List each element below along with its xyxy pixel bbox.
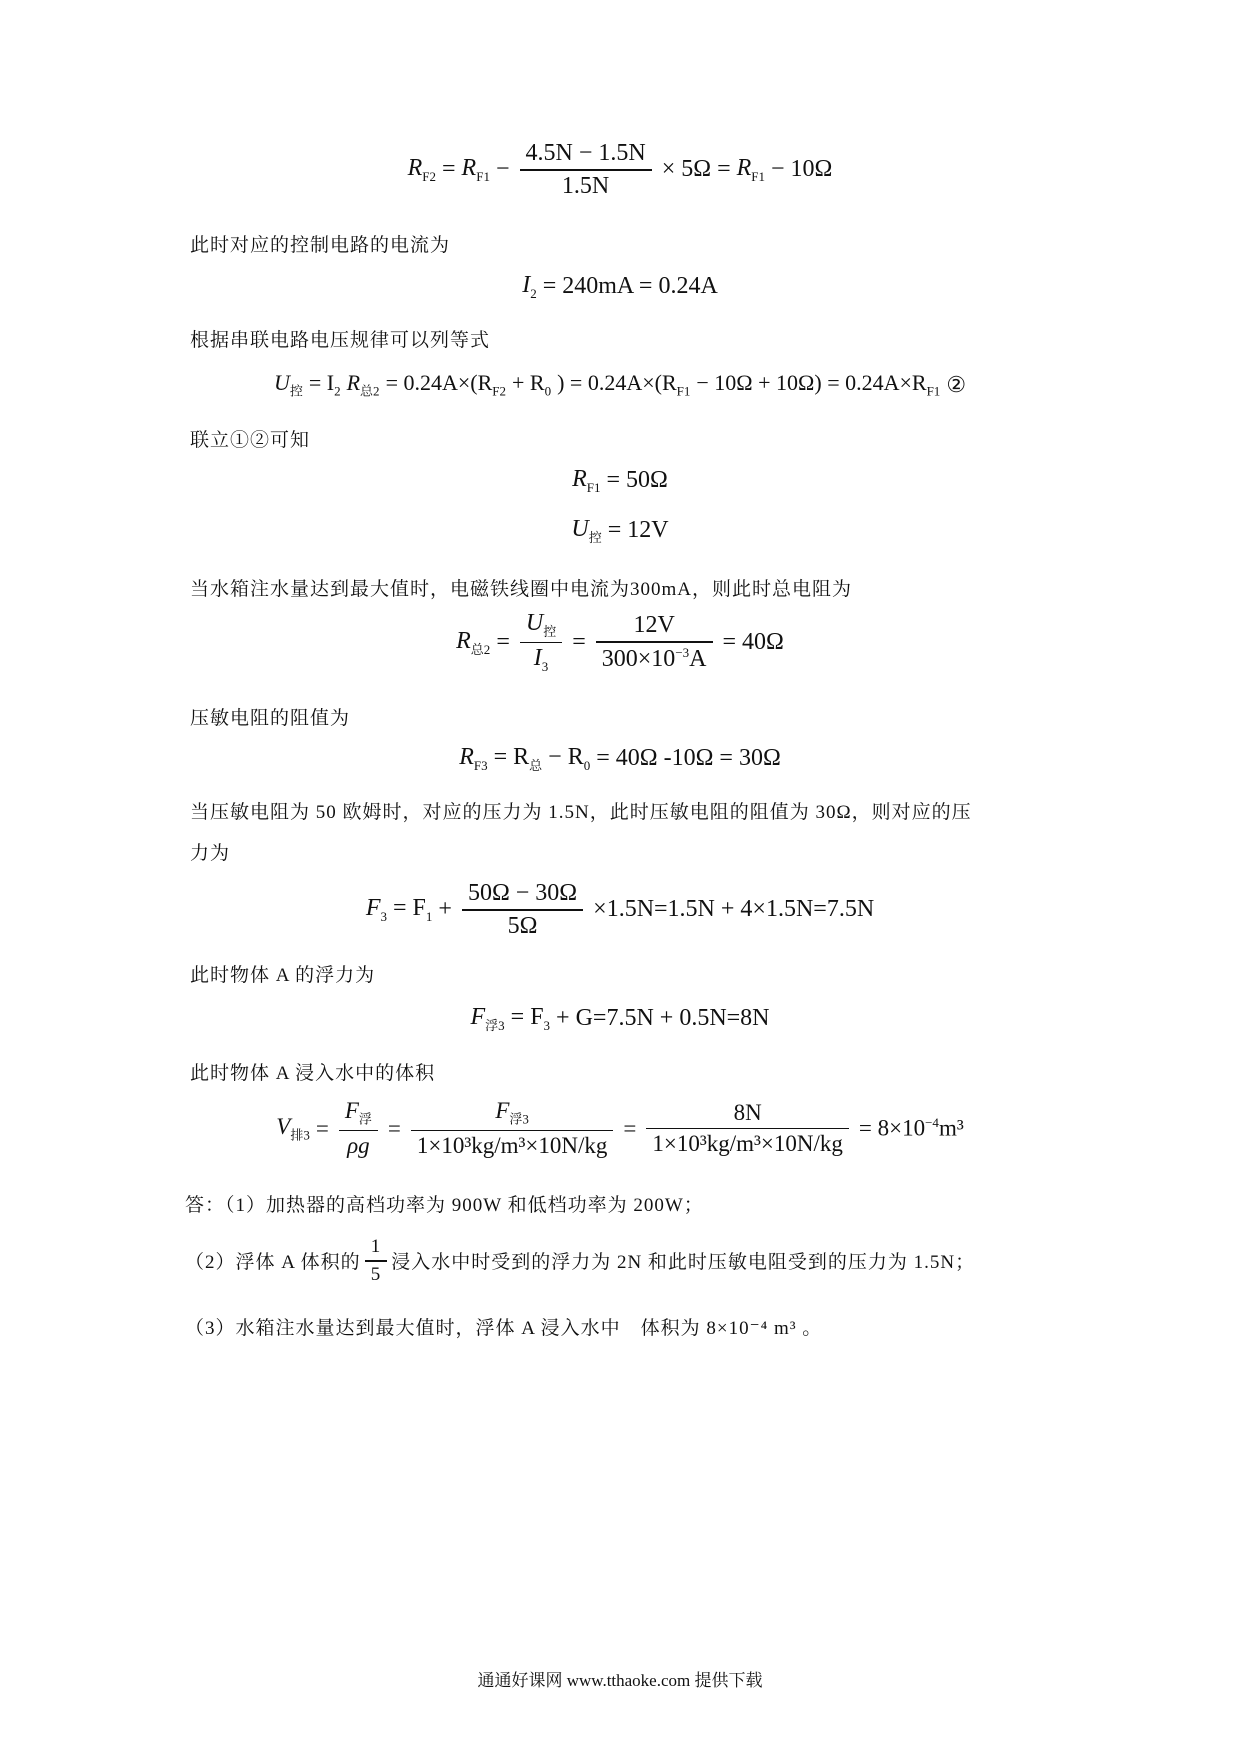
page-footer: 通通好课网 www.tthaoke.com 提供下载: [477, 1671, 763, 1690]
equation-vpai: $V_{排3}$ = $\frac{F_浮}{\rho g}$ = $\frac{F_{浮3}}{\text{1×10³kg/m³×10N/kg}}$ = $\frac{8N}{\text{1×10³kg/m³×10N/kg}}$ = $8\times 10^{-4}m^3$: [276, 1098, 964, 1159]
text-line: 根据串联电路电压规律可以列等式: [190, 330, 491, 351]
text-line: 当水箱注水量达到最大值时，电磁铁线圈中电流为300mA，则此时总电阻为: [190, 579, 853, 600]
equation-u-ctrl: $U_控$ = $I_2$ $R_{总2}$ = $0.24A\times(R_{F2}$ + $R_0$ ) = $0.24A\times(R_{F1}$ − $10\Omega + 10\Omega) = 0.24A\times R_{F1}$ ②: [273, 370, 967, 399]
equation-rf3: $R_{F3}$ = $R_总$ − $R_0$ = 40Ω -10Ω = 30Ω: [459, 744, 781, 773]
text-line: 联立①②可知: [190, 430, 311, 451]
equation-ffu3: $F_{浮3}$ = $F_3$ + G=7.5N + 0.5N=8N: [470, 1004, 770, 1033]
equation-rtotal2: $R_{总2}$ = $\frac{U_控}{I_3}$ = $\frac{12V}{300\times 10^{-3}A}$ = 40Ω: [456, 610, 784, 675]
equation-rf1: $R_{F1}$ = 50Ω: [572, 466, 668, 495]
equation-u12: $U_控$ = 12V: [571, 516, 669, 545]
equation-rf2: $R_{F2}$ = $R_{F1}$ − $\frac{4.5N - 1.5N}{1.5N}$ × 5Ω = $R_{F1}$ − 10Ω: [407, 140, 833, 199]
equation-f3: $F_3$ = $F_1$ + $\frac{50\Omega - 30\Omega}{5\Omega}$ ×1.5N=1.5N + 4×1.5N=7.5N: [365, 880, 875, 939]
answer-1: 答：（1）加热器的高档功率为 900W 和低档功率为 200W；: [185, 1195, 704, 1216]
answer-3: （3）水箱注水量达到最大值时，浮体 A 浸入水中 体积为 8×10⁻⁴ m³ 。: [185, 1318, 823, 1339]
text-line: 当压敏电阻为 50 欧姆时，对应的压力为 1.5N，此时压敏电阻的阻值为 30Ω，则对应的压: [190, 802, 972, 823]
text-line: 压敏电阻的阻值为: [190, 708, 351, 729]
equation-i2: $I_2$ = 240mA = 0.24A: [522, 272, 718, 301]
text-line: 此时物体 A 的浮力为: [190, 965, 376, 986]
text-line: 此时对应的控制电路的电流为: [190, 235, 451, 256]
text-line: 力为: [190, 843, 231, 864]
answer-2: （2）浮体 A 体积的 $\frac{1}{5}$ 浸入水中时受到的浮力为 2N 和此时压敏电阻受到的压力为 1.5N；: [185, 1236, 976, 1285]
text-line: 此时物体 A 浸入水中的体积: [190, 1063, 436, 1084]
